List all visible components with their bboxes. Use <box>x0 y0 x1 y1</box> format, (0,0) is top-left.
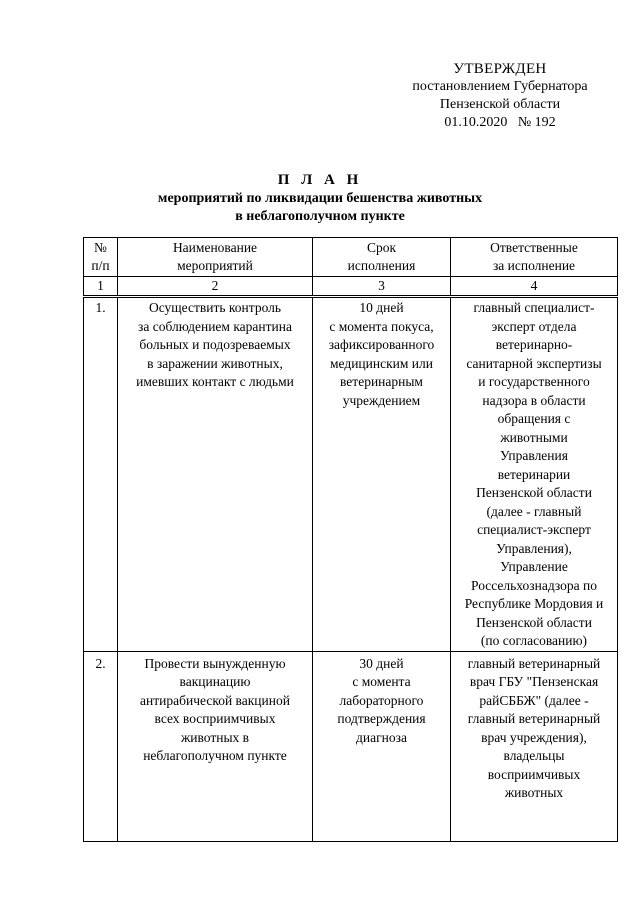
cell-text-line: в заражении животных, <box>147 355 283 371</box>
cell-text-line: 30 дней <box>359 655 404 671</box>
cell-text-line: животных в <box>180 729 250 745</box>
row-term <box>313 651 451 841</box>
cell-text-line: лабораторного <box>339 692 424 708</box>
row-responsible <box>451 651 618 841</box>
column-number: 1 <box>84 277 118 297</box>
cell-text-line: всех восприимчивых <box>154 711 276 726</box>
cell-text-line: эксперт отдела <box>491 318 577 334</box>
row-action <box>118 651 313 841</box>
header-term <box>313 238 451 277</box>
cell-text-line: Управление <box>500 559 568 574</box>
document-title <box>0 170 640 226</box>
approval-date-number: 01.10.2020 № 192 <box>444 115 556 130</box>
header-text: № <box>94 239 107 255</box>
column-number: 4 <box>451 277 618 297</box>
cell-text-line: зафиксированного <box>328 337 435 352</box>
cell-text-line: главный ветеринарный <box>467 711 601 726</box>
cell-text-line: Управления), <box>496 540 572 556</box>
cell-text-line: Управления <box>500 448 568 463</box>
cell-text-line: ветеринарно- <box>495 337 573 352</box>
cell-text-line: Россельхознадзора по <box>471 577 597 593</box>
cell-text-line: врач ГБУ "Пензенская <box>469 674 599 689</box>
row-number: 2. <box>84 651 118 841</box>
header-text: исполнения <box>347 258 416 273</box>
cell-text-line: Пензенской области <box>476 485 592 500</box>
cell-text-line: с момента <box>352 674 411 689</box>
cell-text-line: животными <box>500 429 568 445</box>
cell-text-line: главный специалист- <box>473 300 595 315</box>
header-responsible <box>451 238 618 277</box>
header-text: п/п <box>91 258 110 273</box>
approval-block <box>380 60 620 132</box>
cell-text-line: надзора в области <box>482 392 586 408</box>
column-number: 3 <box>313 277 451 297</box>
row-number: 1. <box>84 297 118 652</box>
header-number <box>84 238 118 277</box>
title-plan: П Л А Н <box>277 172 363 188</box>
cell-text-line: владельцы <box>503 748 565 763</box>
header-text: мероприятий <box>177 258 253 273</box>
cell-text-line: восприимчивых <box>487 766 581 782</box>
row-responsible <box>451 297 618 652</box>
cell-text-line: главный ветеринарный <box>467 655 601 671</box>
cell-text-line: животных <box>504 785 564 800</box>
header-text: Ответственные <box>490 239 578 255</box>
column-number: 2 <box>118 277 313 297</box>
cell-text-line: с момента покуса, <box>329 318 434 334</box>
cell-text-line: Осуществить контроль <box>148 300 282 315</box>
cell-text-line: Республике Мордовия и <box>464 596 604 611</box>
cell-text-line: антирабической вакциной <box>140 692 290 708</box>
table-row <box>84 297 618 652</box>
cell-text-line: неблагополучном пункте <box>143 748 287 763</box>
cell-text-line: больных и подозреваемых <box>139 337 291 352</box>
approval-heading: УТВЕРЖДЕН <box>453 61 547 77</box>
cell-text-line: ветеринарным <box>340 374 423 389</box>
cell-text-line: Пензенской области <box>476 614 592 630</box>
title-subject: мероприятий по ликвидации бешенства животных <box>157 191 483 206</box>
cell-text-line: (по согласованию) <box>480 633 588 648</box>
cell-text-line: медицинским или <box>329 355 433 371</box>
cell-text-line: специалист-эксперт <box>477 522 591 537</box>
approval-region: Пензенской области <box>439 97 561 112</box>
row-term <box>313 297 451 652</box>
row-action <box>118 297 313 652</box>
column-number-row <box>84 277 618 297</box>
cell-text-line: имевших контакт с людьми <box>136 374 294 389</box>
cell-text-line: райСББЖ" (далее - <box>479 692 589 708</box>
cell-text-line: обращения с <box>497 411 571 426</box>
header-text: за исполнение <box>492 258 576 273</box>
cell-text-line: 10 дней <box>359 300 404 315</box>
table-row <box>84 651 618 841</box>
table-header-row <box>84 238 618 277</box>
cell-text-line: учреждением <box>342 392 421 408</box>
title-location: в неблагополучном пункте <box>235 209 405 224</box>
cell-text-line: санитарной экспертизы <box>466 355 602 371</box>
header-text: Наименование <box>172 239 258 255</box>
header-action <box>118 238 313 277</box>
plan-table <box>83 237 618 842</box>
cell-text-line: диагноза <box>356 729 407 745</box>
cell-text-line: подтверждения <box>337 711 426 726</box>
cell-text-line: за соблюдением карантина <box>138 318 292 334</box>
cell-text-line: ветеринарии <box>497 466 571 482</box>
header-text: Срок <box>366 239 397 255</box>
approval-decree: постановлением Губернатора <box>412 79 588 94</box>
cell-text-line: врач учреждения), <box>481 729 587 745</box>
cell-text-line: и государственного <box>478 374 590 389</box>
cell-text-line: вакцинацию <box>179 674 251 689</box>
cell-text-line: (далее - главный <box>486 503 582 519</box>
cell-text-line: Провести вынужденную <box>144 655 286 671</box>
